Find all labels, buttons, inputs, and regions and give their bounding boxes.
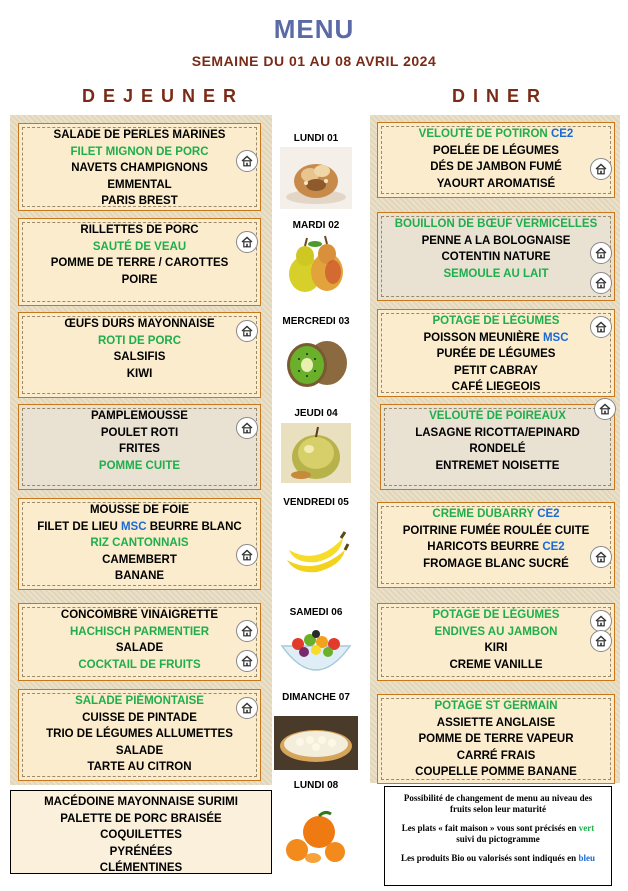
lunch-dish: PAMPLEMOUSSE [91,410,188,422]
fait-maison-logo-icon [590,158,612,180]
note-line-1: Possibilité de changement de menu au niveau des fruits selon leur maturité [403,793,593,814]
lunch-dish: CLÉMENTINES [99,862,183,875]
dish-text-part: CE2 [542,541,565,554]
lunch-dish: CONCOMBRE VINAIGRETTE [60,609,219,621]
dinner-dish: YAOURT AROMATISÉ [436,177,556,190]
lunch-dish: POIRE [121,273,158,286]
week-subtitle: SEMAINE DU 01 AU 08 AVRIL 2024 [191,53,437,69]
fait-maison-logo-icon [590,242,612,264]
lunch-dish: BANANE [114,570,165,583]
dish-text-part: FILET DE LIEU [37,520,121,533]
profiterole-dessert-image [280,147,352,209]
kiwi-image [283,335,349,391]
day-label: LUNDI 08 [293,780,339,791]
dish-text-part: MSC [542,331,569,344]
dinner-menu-box [377,309,615,397]
lunch-dish: RILLETTES DE PORC [80,224,199,236]
lunch-menu-box [18,123,261,211]
lunch-menu-box [18,404,261,490]
lunch-dish: SALADE DE PERLES MARINES [53,129,226,141]
dinner-dish: PETIT CABRAY [454,364,538,377]
dinner-dish: LASAGNE RICOTTA/EPINARD [415,426,580,439]
lunch-dish: PALETTE DE PORC BRAISÉE [60,812,222,825]
dinner-dish: ENDIVES AU JAMBON [434,625,558,638]
lunch-dish: TRIO DE LÉGUMES ALLUMETTES [46,728,233,741]
lunch-menu-box [18,603,261,681]
day-label: JEUDI 04 [294,408,338,419]
dinner-dish: CARRÉ FRAIS [456,749,536,762]
dinner-heading: DINER [452,86,549,106]
fait-maison-logo-icon [236,697,258,719]
dish-text-part: POISSON MEUNIÈRE [423,331,543,344]
lunch-dish: COCKTAIL DE FRUITS [78,658,201,671]
dinner-dish: FROMAGE BLANC SUCRÉ [423,557,569,570]
note-line-2 [395,823,601,845]
lunch-dish: PYRÉNÉES [109,845,173,858]
fait-maison-logo-icon [236,544,258,566]
lunch-dish: ROTI DE PORC [97,334,182,347]
note-blue-word: bleu [578,853,595,863]
fait-maison-logo-icon [236,650,258,672]
fait-maison-logo-icon [236,620,258,642]
dinner-menu-box [377,603,615,681]
lunch-dish: SALSIFIS [113,351,166,364]
lunch-dish: SALADE [115,744,164,757]
lunch-dish: SALADE [115,642,164,655]
lunch-dish: KIWI [126,367,153,380]
lemon-tart-image [274,716,358,770]
apple-dessert-image [281,423,351,483]
dinner-dish: BOUILLON DE BŒUF VERMICELLES [394,218,598,230]
lunch-dish: PARIS BREST [101,195,178,208]
lunch-heading: DEJEUNER [82,86,245,106]
dinner-dish: PURÉE DE LÉGUMES [436,348,556,361]
dinner-dish: SEMOULE AU LAIT [443,267,549,280]
fruit-salad-image [276,620,356,686]
lunch-dish: MOUSSE DE FOIE [89,504,190,516]
lunch-dish: POMME DE TERRE / CAROTTES [50,257,229,270]
dinner-dish: CREME VANILLE [449,658,543,671]
dinner-dish: COTENTIN NATURE [441,251,551,264]
dinner-dish: ASSIETTE ANGLAISE [436,716,556,729]
lunch-dish: MACÉDOINE MAYONNAISE SURIMI [44,796,238,808]
note-line-2-suffix: suivi du pictogramme [456,834,540,844]
lunch-dish: ŒUFS DURS MAYONNAISE [64,318,215,330]
dish-text-part: CE2 [550,128,574,140]
dinner-menu-box [380,404,615,490]
dinner-dish: RONDELÉ [469,443,526,456]
dinner-dish: POTAGE DE LÉGUMES [432,609,560,621]
fait-maison-logo-icon [236,231,258,253]
fait-maison-logo-icon [590,610,612,632]
day-label: LUNDI 01 [293,133,339,144]
dinner-dish: VELOUTÉ DE POIREAUX [429,410,566,422]
dinner-dish: CAFÉ LIEGEOIS [451,381,541,394]
pears-image [281,234,351,296]
clementines-image [279,806,353,868]
dinner-dish: DÉS DE JAMBON FUMÉ [430,161,562,174]
info-note [384,786,612,886]
lunch-dish: COQUILETTES [100,829,182,842]
fait-maison-logo-icon [236,320,258,342]
lunch-dish: POULET ROTI [100,426,179,439]
lunch-menu-box [18,218,261,306]
dinner-dish: ENTREMET NOISETTE [435,459,560,472]
dinner-dish [378,330,614,347]
dinner-dish [378,126,614,143]
lunch-menu-box [18,312,261,398]
dinner-dish: COUPELLE POMME BANANE [415,766,577,779]
note-line-3 [395,853,601,864]
lunch-dish: CUISSE DE PINTADE [82,711,197,724]
dinner-dish: POMME DE TERRE VAPEUR [418,733,574,746]
lunch-menu-box [10,790,272,874]
fait-maison-logo-icon [236,150,258,172]
note-line-3-text: Les produits Bio ou valorisés sont indiqués en [401,853,577,863]
dish-text-part: CE2 [537,508,560,520]
note-line-2-text: Les plats « fait maison » vous sont précisés en [401,823,577,833]
lunch-dish: FILET MIGNON DE PORC [70,145,209,158]
fait-maison-logo-icon [590,546,612,568]
dinner-menu-box [377,502,615,588]
dish-text-part: MSC [120,520,147,533]
dinner-dish [378,506,614,523]
fait-maison-logo-icon [236,417,258,439]
lunch-dish: EMMENTAL [107,178,172,191]
dish-text-part: HARICOTS BEURRE [427,541,543,554]
dinner-menu-box [377,122,615,198]
dinner-dish: POITRINE FUMÉE ROULÉE CUITE [402,524,590,537]
dinner-dish: KIRI [484,642,508,655]
fait-maison-logo-icon [590,316,612,338]
lunch-dish: CAMEMBERT [102,553,177,566]
lunch-dish: FRITES [119,443,160,456]
dinner-menu-box [377,212,615,301]
lunch-dish: SALADE PIÉMONTAISE [75,695,204,707]
lunch-dish: TARTE AU CITRON [87,761,192,774]
day-label: DIMANCHE 07 [282,692,350,703]
dinner-dish: POTAGE ST GERMAIN [434,700,558,712]
dinner-dish: PENNE A LA BOLOGNAISE [421,234,571,247]
lunch-dish: NAVETS CHAMPIGNONS [71,162,208,175]
lunch-dish: SAUTÉ DE VEAU [92,240,187,253]
fait-maison-logo-icon [590,630,612,652]
fait-maison-logo-icon [594,398,616,420]
bananas-image [281,520,351,582]
dinner-dish: POELÉE DE LÉGUMES [433,144,559,157]
note-green-word: vert [578,823,595,833]
dish-text-part: BEURRE BLANC [146,520,242,533]
day-label: VENDREDI 05 [283,497,349,508]
dinner-dish [378,539,614,556]
day-label: MERCREDI 03 [282,316,350,327]
lunch-dish: RIZ CANTONNAIS [90,537,189,550]
lunch-dish: POMME CUITE [98,459,181,472]
menu-title: MENU [273,14,355,44]
dinner-dish: POTAGE DE LÉGUMES [432,315,560,327]
dish-text-part: CREME DUBARRY [432,508,538,520]
fait-maison-logo-icon [590,272,612,294]
dinner-menu-box [377,694,615,784]
lunch-menu-box [18,498,261,590]
lunch-menu-box [18,689,261,781]
day-label: SAMEDI 06 [289,607,343,618]
day-label: MARDI 02 [292,220,340,231]
dish-text-part: VELOUTÉ DE POTIRON [418,128,551,140]
lunch-dish [19,519,260,536]
lunch-dish: HACHISCH PARMENTIER [69,625,210,638]
